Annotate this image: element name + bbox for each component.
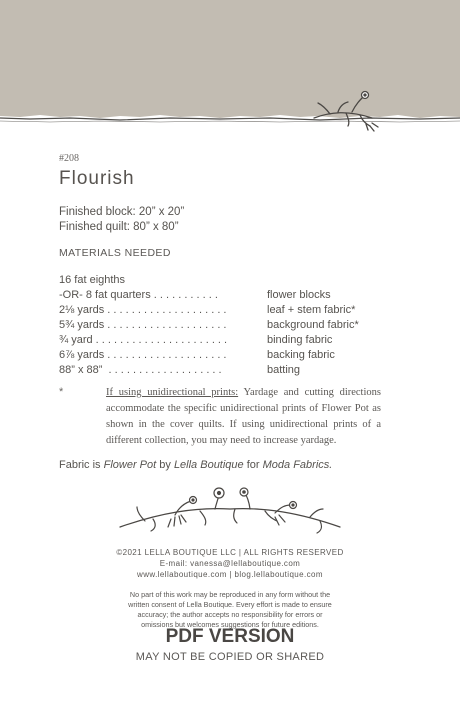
pdf-version-subtitle: MAY NOT BE COPIED OR SHARED [135, 651, 325, 663]
material-amount: 16 fat eighths [59, 274, 126, 286]
material-amount: 2⅛ yards . . . . . . . . . . . . . . . . . . . . [59, 304, 227, 316]
header-band [0, 0, 460, 128]
disclaimer-line: accuracy; the author accepts no responsibility for errors or [137, 610, 323, 619]
finished-block: Finished block: 20” x 20” [59, 206, 185, 218]
materials-heading: MATERIALS NEEDED [59, 247, 171, 259]
contact-email: E-mail: vanessa@lellaboutique.com [159, 559, 301, 568]
flower-sprig-icon [310, 88, 380, 133]
disclaimer-line: omissions but welcomes suggestions for future editions. [141, 620, 319, 629]
pdf-version-title: PDF VERSION [165, 626, 295, 647]
disclaimer-line: No part of this work may be reproduced in any form without the [129, 590, 331, 599]
fabric-credit [59, 459, 332, 471]
material-use: background fabric* [267, 319, 359, 331]
fabric-collection: Flower Pot [103, 459, 157, 471]
material-use: leaf + stem fabric* [267, 304, 356, 316]
floral-vine-icon [115, 485, 345, 540]
fabric-maker: Moda Fabrics. [262, 459, 333, 471]
fabric-for: for [243, 459, 263, 471]
note-lead: If using unidirectional prints: [106, 387, 239, 398]
material-use: flower blocks [267, 289, 331, 301]
material-amount: 5¾ yards . . . . . . . . . . . . . . . . . . . . [59, 319, 227, 331]
material-use: binding fabric [267, 334, 333, 346]
material-amount: ¾ yard . . . . . . . . . . . . . . . . . . . . . . [59, 334, 228, 346]
website-links: www.lellaboutique.com | blog.lellaboutique.com [137, 570, 323, 579]
material-amount: 88” x 88” . . . . . . . . . . . . . . . . . . . [59, 364, 222, 376]
note-asterisk: * [59, 386, 64, 398]
note-body: Yardage and cutting directions accommodate the specific unidirectional prints of Flower Pot as shown in the cover quilts. If using unidirectional prints of a different collection, you may need to increase yardage. [106, 387, 381, 446]
finished-quilt: Finished quilt: 80” x 80” [59, 221, 179, 233]
disclaimer-line: written consent of Lella Boutique. Every effort is made to ensure [128, 600, 332, 609]
fabric-by: by [156, 459, 174, 471]
fabric-prefix: Fabric is [59, 459, 104, 471]
pattern-number: #208 [59, 153, 79, 164]
page-title: Flourish [59, 168, 135, 189]
material-use: backing fabric [267, 349, 335, 361]
fabric-designer: Lella Boutique [173, 459, 244, 471]
material-amount: -OR- 8 fat quarters . . . . . . . . . . . [59, 289, 218, 301]
material-use: batting [267, 364, 301, 376]
material-amount: 6⅞ yards . . . . . . . . . . . . . . . . . . . . [59, 349, 227, 361]
unidirectional-note [106, 385, 381, 449]
copyright: ©2021 LELLA BOUTIQUE LLC | ALL RIGHTS RESERVED [116, 548, 344, 557]
